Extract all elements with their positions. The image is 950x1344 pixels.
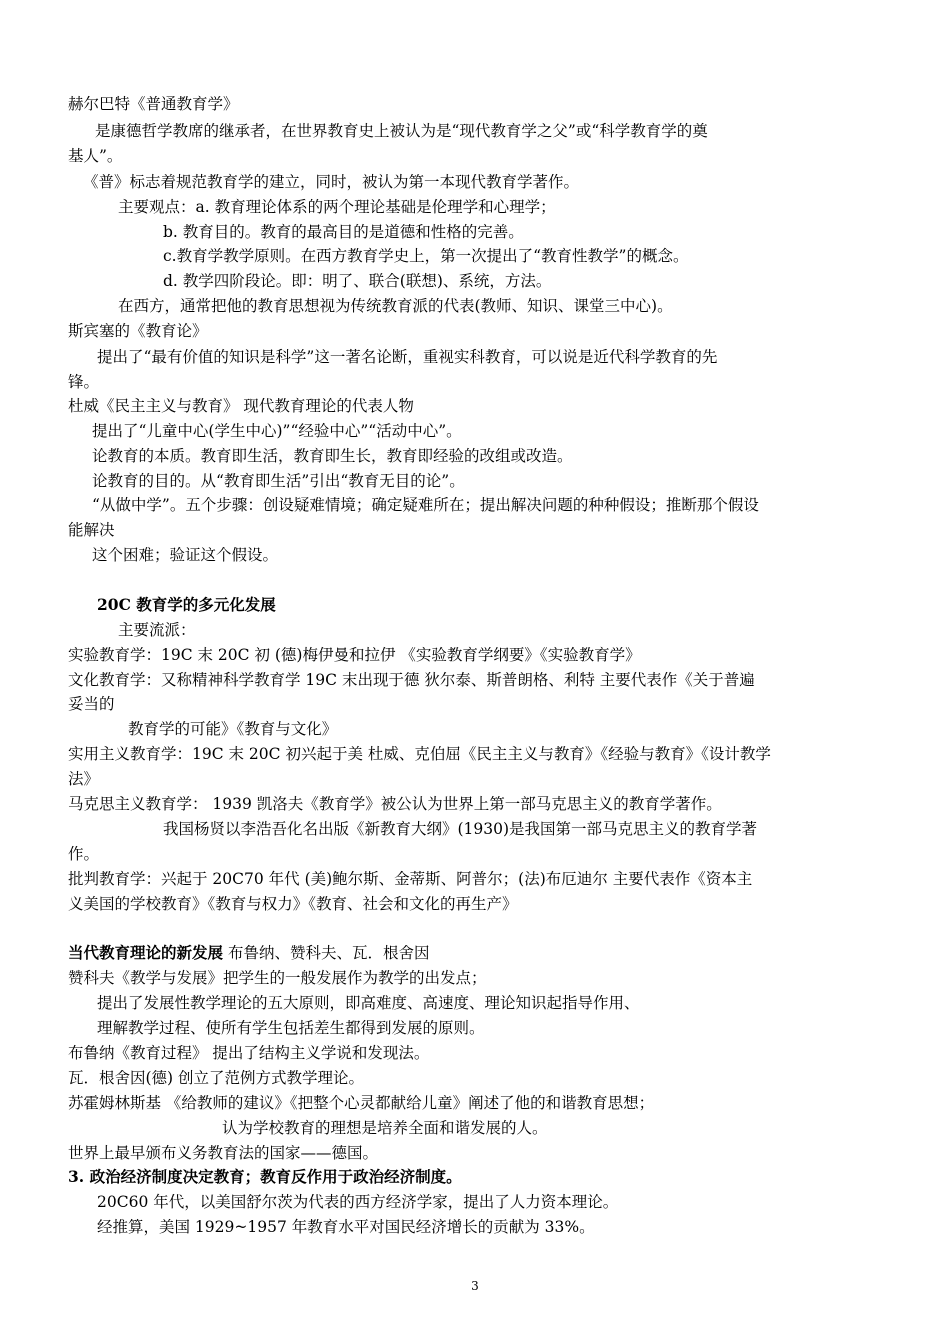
text-line: 是康德哲学教席的继承者，在世界教育史上被认为是“现代教育学之父”或“科学教育学的奠: [95, 122, 708, 140]
heading-spencer: 斯宾塞的《教育论》: [68, 322, 208, 340]
section-heading-bold: 当代教育理论的新发展: [68, 943, 224, 962]
text-line: 批判教育学：兴起于 20C70 年代 (美)鲍尔斯、金蒂斯、阿普尔；(法)布厄迪尔 主要代表作《资本主: [68, 870, 753, 888]
text-line: 法》: [68, 770, 100, 788]
text-line: 《普》标志着规范教育学的建立，同时，被认为第一本现代教育学著作。: [83, 173, 580, 191]
text-line: 瓦．根舍因(德) 创立了范例方式教学理论。: [68, 1069, 365, 1087]
page-number: 3: [471, 1279, 479, 1293]
text-line: “从做中学”。五个步骤：创设疑难情境；确定疑难所在；提出解决问题的种种假设；推断那个假设: [92, 496, 759, 514]
text-line: d. 教学四阶段论。即：明了、联合(联想)、系统，方法。: [163, 272, 552, 290]
text-line: 提出了“最有价值的知识是科学”这一著名论断，重视实科教育，可以说是近代科学教育的先: [97, 348, 718, 366]
text-line: 世界上最早颁布义务教育法的国家——德国。: [68, 1144, 379, 1162]
text-line: 主要观点：a. 教育理论体系的两个理论基础是伦理学和心理学；: [118, 198, 556, 216]
text-line: 妥当的: [68, 695, 115, 713]
text-line: 我国杨贤以李浩吾化名出版《新教育大纲》(1930)是我国第一部马克思主义的教育学著: [163, 820, 758, 838]
text-line: 认为学校教育的理想是培养全面和谐发展的人。: [222, 1119, 548, 1137]
heading-dewey: 杜威《民主主义与教育》 现代教育理论的代表人物: [68, 397, 414, 415]
text-line: 苏霍姆林斯基 《给教师的建议》《把整个心灵都献给儿童》阐述了他的和谐教育思想；: [68, 1094, 655, 1112]
section-heading-contemporary: [68, 943, 888, 963]
text-line: 文化教育学：又称精神科学教育学 19C 末出现于德 狄尔泰、斯普朗格、利特 主要代表作《关于普遍: [68, 671, 755, 689]
text-line: 锋。: [68, 373, 100, 391]
text-line: 能解决: [68, 521, 115, 539]
text-line: 作。: [68, 845, 100, 863]
text-line: 教育学的可能》《教育与文化》: [128, 720, 338, 738]
numbered-heading-3: 3. 政治经济制度决定教育；教育反作用于政治经济制度。: [68, 1167, 462, 1186]
text-line: 论教育的本质。教育即生活，教育即生长，教育即经验的改组或改造。: [92, 447, 573, 465]
heading-herbart: 赫尔巴特《普通教育学》: [68, 95, 239, 113]
text-line: 义美国的学校教育》《教育与权力》《教育、社会和文化的再生产》: [68, 895, 518, 913]
text-line: c.教育学教学原则。在西方教育学史上，第一次提出了“教育性教学”的概念。: [163, 247, 689, 265]
text-line: 赞科夫《教学与发展》把学生的一般发展作为教学的出发点；: [68, 969, 487, 987]
text-line: 理解教学过程、使所有学生包括差生都得到发展的原则。: [97, 1019, 485, 1037]
section-heading-tail: 布鲁纳、赞科夫、瓦．根舍因: [223, 944, 430, 962]
text-line: 论教育的目的。从“教育即生活”引出“教育无目的论”。: [92, 472, 465, 490]
text-line: 基人”。: [68, 147, 123, 165]
text-line: 实用主义教育学：19C 末 20C 初兴起于美 杜威、克伯屈《民主主义与教育》《经验与教育》《设计教学: [68, 745, 771, 763]
text-line: 提出了“儿童中心(学生中心)”“经验中心”“活动中心”。: [92, 422, 462, 440]
text-line: 在西方，通常把他的教育思想视为传统教育派的代表(教师、知识、课堂三中心)。: [118, 297, 673, 315]
text-line: 实验教育学：19C 末 20C 初 (德)梅伊曼和拉伊 《实验教育学纲要》《实验教育学》: [68, 646, 641, 664]
text-line: 这个困难；验证这个假设。: [92, 546, 279, 564]
text-line: 马克思主义教育学： 1939 凯洛夫《教育学》被公认为世界上第一部马克思主义的教育学著作。: [68, 795, 722, 813]
text-line: 20C60 年代，以美国舒尔茨为代表的西方经济学家，提出了人力资本理论。: [97, 1193, 619, 1211]
text-line: 布鲁纳《教育过程》 提出了结构主义学说和发现法。: [68, 1044, 430, 1062]
text-line: b. 教育目的。教育的最高目的是道德和性格的完善。: [163, 223, 524, 241]
text-line: 提出了发展性教学理论的五大原则，即高难度、高速度、理论知识起指导作用、: [97, 994, 640, 1012]
text-line: 主要流派：: [118, 621, 196, 639]
text-line: 经推算，美国 1929~1957 年教育水平对国民经济增长的贡献为 33%。: [97, 1218, 595, 1236]
section-heading-20c: 20C 教育学的多元化发展: [97, 595, 276, 614]
